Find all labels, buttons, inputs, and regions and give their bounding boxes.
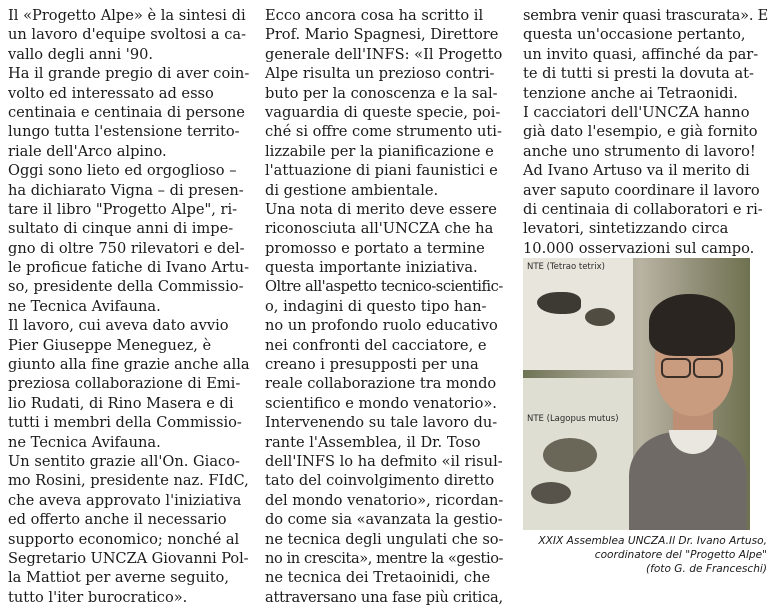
text-line: ed offerto anche il necessario: [8, 511, 227, 529]
text-line: Oggi sono lieto ed orgoglioso –: [8, 162, 237, 180]
text-line: dell'INFS lo ha defmito «il risul-: [265, 452, 503, 470]
text-line: Il lavoro, cui aveva dato avvio: [8, 317, 229, 335]
text-line: riale dell'Arco alpino.: [8, 142, 167, 160]
text-line: questa un'occasione pertanto,: [523, 26, 746, 44]
text-line: tare il libro "Progetto Alpe", ri-: [8, 200, 238, 218]
text-column-1: [8, 6, 249, 607]
person-figure: [629, 294, 747, 530]
text-line: già dato l'esempio, e già fornito: [523, 123, 758, 141]
bird-shape: [537, 292, 581, 314]
text-line: riconosciuta all'UNCZA che ha: [265, 220, 494, 238]
text-line: reale collaborazione tra mondo: [265, 375, 497, 393]
text-line: l'attuazione di piani faunistici e: [265, 162, 498, 180]
text-line: le proficue fatiche di Ivano Artu-: [8, 259, 250, 277]
text-line: Alpe risulta un prezioso contri-: [265, 65, 495, 83]
text-line: sultato di cinque anni di impe-: [8, 220, 234, 238]
text-line: lungo tutta l'estensione territo-: [8, 123, 240, 141]
text-line: di gestione ambientale.: [265, 181, 439, 199]
text-line: centinaia e centinaia di persone: [8, 103, 245, 121]
text-line: ne Tecnica Avifauna.: [8, 433, 161, 451]
poster-label-top: NTE (Tetrao tetrix): [527, 262, 605, 272]
text-line: Pier Giuseppe Meneguez, è: [8, 336, 212, 354]
text-line: ne tecnica degli ungulati che so-: [265, 530, 504, 548]
text-line: creano i presupposti per una: [265, 356, 479, 374]
text-line: lio Rudati, di Rino Masera e di: [8, 394, 234, 412]
text-line: 10.000 osservazioni sul campo.: [523, 239, 755, 257]
text-column-3: [523, 6, 768, 258]
text-line: tato del coinvolgimento diretto: [265, 472, 495, 490]
text-line: un lavoro d'equipe svoltosi a ca-: [8, 26, 247, 44]
bird-shape: [585, 308, 615, 326]
text-line: mo Rosini, presidente naz. FIdC,: [8, 472, 249, 490]
text-line: generale dell'INFS: «Il Progetto: [265, 45, 503, 63]
glasses-icon: [661, 358, 691, 378]
photo-ivano-artuso: [523, 258, 750, 530]
text-line: un invito quasi, affinché da par-: [523, 45, 759, 63]
text-line: o, indagini di questo tipo han-: [265, 297, 487, 315]
text-line: Ha il grande pregio di aver coin-: [8, 65, 250, 83]
text-line: tutto l'iter burocratico».: [8, 588, 188, 606]
caption-line: XXIX Assemblea UNCZA.Il Dr. Ivano Artuso,: [538, 535, 767, 547]
text-line: vaguardia di queste specie, poi-: [265, 103, 501, 121]
poster-label-mid: NTE (Lagopus mutus): [527, 414, 619, 424]
text-line: vallo degli anni '90.: [8, 45, 154, 63]
text-line: sembra venir quasi trascurata». E: [523, 7, 769, 24]
poster-ptarmigan: [523, 378, 633, 530]
text-line: supporto economico; nonché al: [8, 530, 240, 548]
text-line: del mondo venatorio», ricordan-: [265, 491, 504, 509]
text-line: rante l'Assemblea, il Dr. Toso: [265, 433, 481, 451]
text-line: Ecco ancora cosa ha scritto il: [265, 7, 484, 24]
text-line: no un profondo ruolo educativo: [265, 317, 498, 335]
caption-line: (foto G. de Franceschi): [645, 563, 767, 575]
text-line: ne tecnica dei Tretaoinidi, che: [265, 569, 491, 587]
text-line: ha dichiarato Vigna – di presen-: [8, 181, 244, 199]
text-line: so, presidente della Commissio-: [8, 278, 244, 296]
text-line: levatori, sintetizzando circa: [523, 220, 729, 238]
text-column-2: [265, 6, 503, 607]
text-line: di centinaia di collaboratori e ri-: [523, 200, 763, 218]
text-line: attraversano una fase più critica,: [265, 588, 503, 606]
text-line: Segretario UNCZA Giovanni Pol-: [8, 549, 249, 567]
text-line: aver saputo coordinare il lavoro: [523, 181, 760, 199]
text-line: buto per la conoscenza e la sal-: [265, 84, 498, 102]
text-line: giunto alla fine grazie anche alla: [8, 356, 250, 374]
text-line: ché si offre come strumento uti-: [265, 123, 502, 141]
photo-caption: [523, 534, 767, 576]
text-line: lizzabile per la pianificazione e: [265, 142, 494, 160]
text-line: Prof. Mario Spagnesi, Direttore: [265, 26, 499, 44]
text-line: tutti i membri della Commissio-: [8, 414, 242, 432]
text-line: Una nota di merito deve essere: [265, 200, 497, 218]
text-line: Il «Progetto Alpe» è la sintesi di: [8, 7, 246, 24]
text-line: Un sentito grazie all'On. Giaco-: [8, 452, 240, 470]
poster-black-grouse: [523, 258, 633, 370]
text-line: la Mattiot per averne seguito,: [8, 569, 229, 587]
text-line: preziosa collaborazione di Emi-: [8, 375, 241, 393]
text-line: nei confronti del cacciatore, e: [265, 336, 487, 354]
text-line: Ad Ivano Artuso va il merito di: [523, 162, 750, 180]
bird-shape: [543, 438, 597, 472]
text-line: I cacciatori dell'UNCZA hanno: [523, 103, 750, 121]
text-line: Intervenendo su tale lavoro du-: [265, 414, 498, 432]
text-line: no in crescita», mentre la «gestio-: [265, 549, 504, 567]
text-line: do come sia «avanzata la gestio-: [265, 511, 503, 529]
text-line: Oltre all'aspetto tecnico-scientific-: [265, 278, 503, 296]
text-line: gno di oltre 750 rilevatori e del-: [8, 239, 245, 257]
text-line: volto ed interessato ad esso: [8, 84, 214, 102]
bird-shape: [531, 482, 571, 504]
text-line: promosso e portato a termine: [265, 239, 485, 257]
text-line: anche uno strumento di lavoro!: [523, 142, 756, 160]
text-line: scientifico e mondo venatorio».: [265, 394, 497, 412]
text-line: che aveva approvato l'iniziativa: [8, 491, 242, 509]
text-line: tenzione anche ai Tetraonidi.: [523, 84, 738, 102]
caption-line: coordinatore del "Progetto Alpe": [594, 549, 767, 561]
text-line: questa importante iniziativa.: [265, 259, 478, 277]
text-line: ne Tecnica Avifauna.: [8, 297, 161, 315]
text-line: te di tutti si presti la dovuta at-: [523, 65, 754, 83]
